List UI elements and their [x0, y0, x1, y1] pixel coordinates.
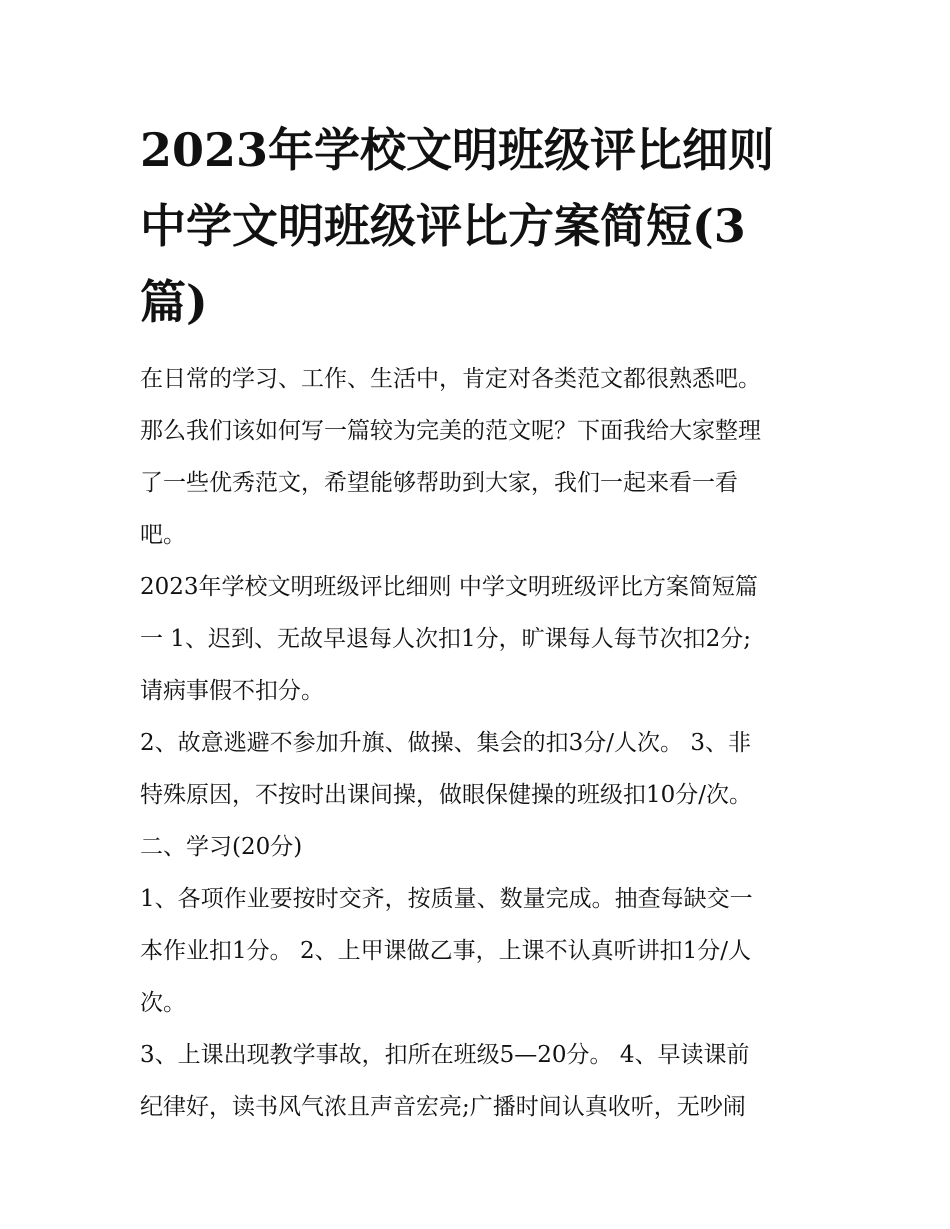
intro-paragraph [140, 353, 820, 561]
title-line: 2023年学校文明班级评比细则 [140, 123, 775, 177]
text-line: 请病事假不扣分。 [140, 678, 324, 704]
text-line: 在日常的学习、工作、生活中，肯定对各类范文都很熟悉吧。 [140, 366, 761, 392]
text-line: 2、故意逃避不参加升旗、做操、集会的扣3分/人次。 3、非 [140, 730, 751, 756]
text-line: 特殊原因，不按时出课间操，做眼保健操的班级扣10分/次。 [140, 782, 753, 808]
text-line: 1、各项作业要按时交齐，按质量、数量完成。抽查每缺交一 [140, 886, 753, 912]
section-one-paragraph [140, 561, 820, 717]
text-line: 纪律好，读书风气浓且声音宏亮;广播时间认真收听，无吵闹 [140, 1094, 746, 1120]
title-line: 篇) [140, 275, 208, 329]
document-title [140, 112, 820, 340]
text-line: 二、学习(20分) [140, 834, 303, 860]
study-rules-paragraph [140, 1029, 820, 1133]
text-line: 吧。 [140, 522, 186, 548]
document-body [140, 353, 820, 1133]
text-line: 2023年学校文明班级评比细则 中学文明班级评比方案简短篇 [140, 574, 758, 600]
text-line: 3、上课出现教学事故，扣所在班级5—20分。 4、早读课前 [140, 1042, 750, 1068]
text-line: 本作业扣1分。 2、上甲课做乙事，上课不认真听讲扣1分/人 [140, 938, 751, 964]
text-line: 次。 [140, 990, 186, 1016]
study-rules-paragraph [140, 873, 820, 1029]
text-line: 一 1、迟到、无故早退每人次扣1分，旷课每人每节次扣2分; [140, 626, 751, 652]
section-heading-study [140, 821, 820, 873]
text-line: 了一些优秀范文，希望能够帮助到大家，我们一起来看一看 [140, 470, 738, 496]
title-line: 中学文明班级评比方案简短(3 [140, 199, 746, 253]
text-line: 那么我们该如何写一篇较为完美的范文呢？下面我给大家整理 [140, 418, 761, 444]
rules-paragraph [140, 717, 820, 821]
